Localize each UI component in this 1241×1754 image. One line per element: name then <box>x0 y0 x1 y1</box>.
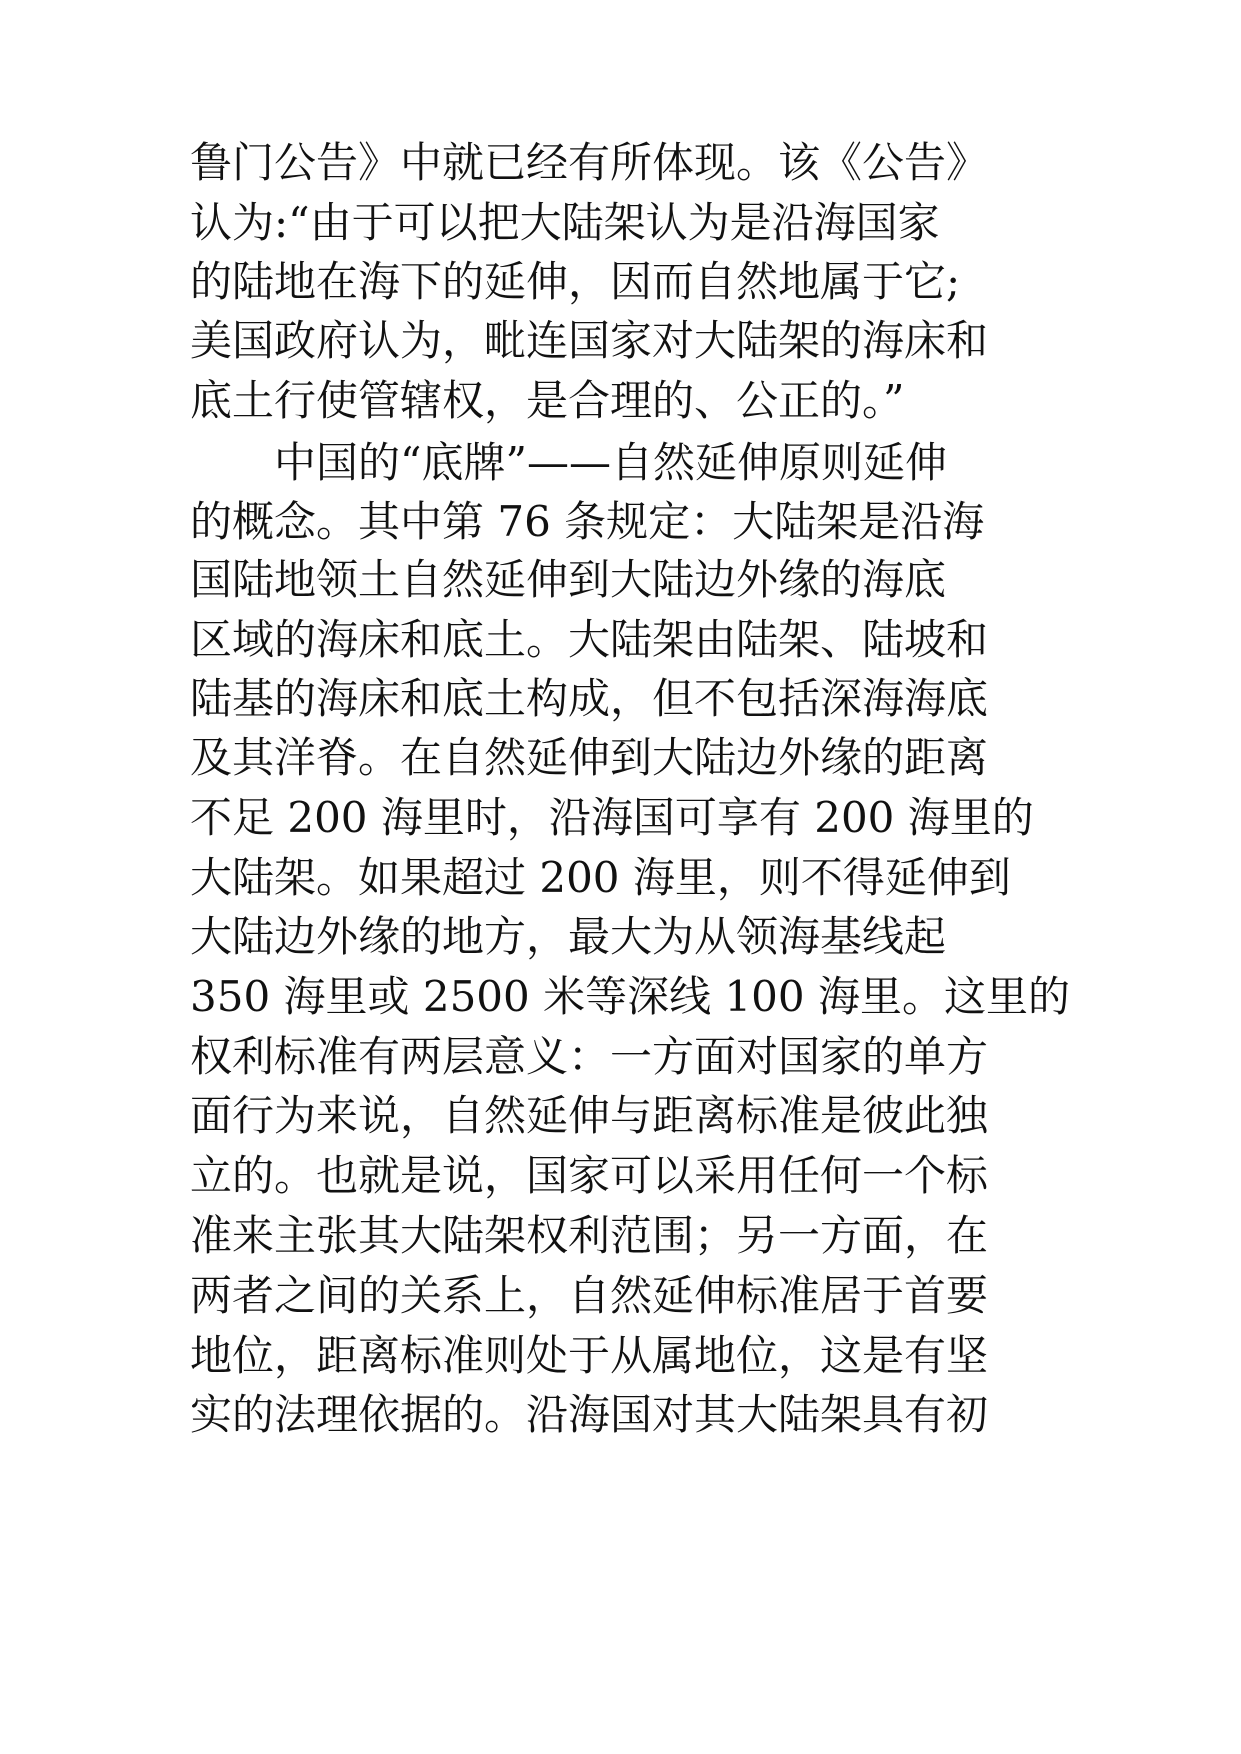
text-line: 面行为来说，自然延伸与距离标准是彼此独 <box>190 1091 989 1140</box>
text-line: 区域的海床和底土。大陆架由陆架、陆坡和 <box>190 615 989 664</box>
text-line: 陆基的海床和底土构成，但不包括深海海底 <box>190 674 989 723</box>
text-line: 底土行使管辖权，是合理的、公正的。” <box>190 376 905 425</box>
text-line: 美国政府认为，毗连国家对大陆架的海床和 <box>190 316 989 365</box>
text-line: 两者之间的关系上，自然延伸标准居于首要 <box>190 1271 989 1320</box>
text-line: 认为:“由于可以把大陆架认为是沿海国家 <box>190 198 940 247</box>
text-line: 及其洋脊。在自然延伸到大陆边外缘的距离 <box>190 733 989 782</box>
text-line: 鲁门公告》中就已经有所体现。该《公告》 <box>190 138 989 187</box>
text-line: 大陆边外缘的地方，最大为从领海基线起 <box>190 912 947 961</box>
text-line: 权利标准有两层意义：一方面对国家的单方 <box>190 1032 989 1081</box>
text-line: 国陆地领土自然延伸到大陆边外缘的海底 <box>190 555 947 604</box>
text-line: 350 海里或 2500 米等深线 100 海里。这里的 <box>190 972 1070 1021</box>
text-line: 准来主张其大陆架权利范围；另一方面，在 <box>190 1211 989 1260</box>
text-line: 大陆架。如果超过 200 海里，则不得延伸到 <box>190 853 1011 902</box>
text-line: 实的法理依据的。沿海国对其大陆架具有初 <box>190 1390 989 1439</box>
text-line: 不足 200 海里时，沿海国可享有 200 海里的 <box>190 793 1034 842</box>
text-line: 的概念。其中第 76 条规定：大陆架是沿海 <box>190 497 985 546</box>
text-line: 立的。也就是说，国家可以采用任何一个标 <box>190 1151 989 1200</box>
text-line: 地位，距离标准则处于从属地位，这是有坚 <box>190 1331 989 1380</box>
text-line: 的陆地在海下的延伸，因而自然地属于它; <box>190 257 961 306</box>
text-line: 中国的“底牌”——自然延伸原则延伸 <box>190 438 947 487</box>
